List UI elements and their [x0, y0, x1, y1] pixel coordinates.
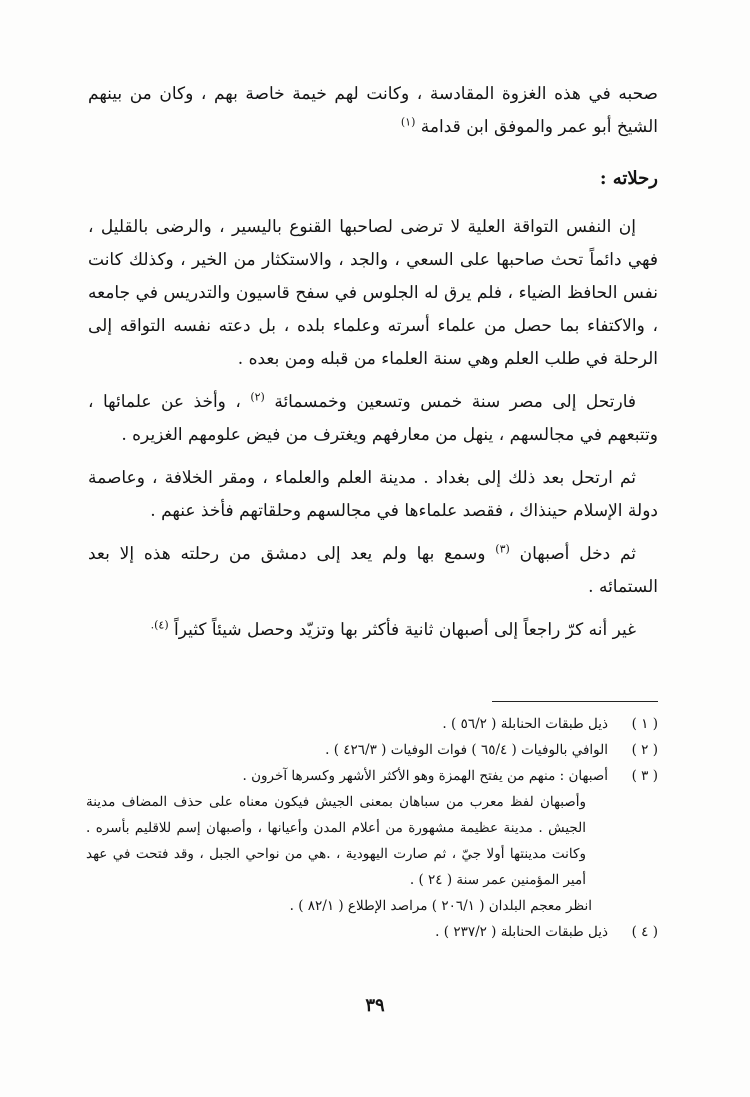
paragraph-2-text-b: ، وأخذ عن علمائها ، وتتبعهم في مجالسهم ، ينهل من معارفهم ويغترف من فيض علومهم الغزيره . — [88, 392, 658, 445]
footnote-1-number: ( ١ ) — [631, 716, 658, 732]
paragraph-5 — [88, 614, 658, 647]
footnote-2-number: ( ٢ ) — [631, 742, 658, 758]
paragraph-2-text-a: فارتحل إلى مصر سنة خمس وتسعين وخمسمائة — [274, 392, 637, 412]
footnote-4-text: ذيل طبقات الحنابلة ( ٢٣٧/٢ ) . — [435, 924, 608, 940]
footnote-2 — [86, 737, 658, 763]
footnote-ref-4[interactable]: (٤). — [150, 618, 169, 632]
footnotes — [86, 711, 658, 945]
section-heading: رحلاته : — [599, 168, 658, 189]
footnote-ref-2[interactable]: (٢) — [250, 390, 265, 404]
footnote-4 — [86, 919, 658, 945]
paragraph-4-text-b: وسمع بها ولم يعد إلى دمشق من رحلته هذه إلا بعد الستمائه . — [88, 544, 658, 597]
footnote-3-body — [86, 763, 608, 919]
paragraph-1: إن النفس التواقة العلية لا ترضى لصاحبها القنوع باليسير ، والرضى بالقليل ، فهي دائماً تحث صاحبها على السعي ، والجد ، والاستكثار من الخير ، وكذلك كانت نفس الحافظ الضياء ، فلم يرق له الجلوس في سفح قاسيون والتدريس في جامعه ، والاكتفاء بما حصل من علماء أسرته وعلماء بلده ، بل دعته نفسه التواقه إلى الرحلة في طلب العلم وهي سنة العلماء من قبله ومن بعده . — [88, 217, 658, 369]
footnote-3 — [86, 763, 658, 919]
paragraph-4 — [88, 538, 658, 604]
paragraph-4-text-a: ثم دخل أصبهان — [519, 544, 637, 564]
footnote-4-number: ( ٤ ) — [631, 924, 658, 940]
footnote-ref-3[interactable]: (٣) — [495, 542, 510, 556]
paragraph-2 — [88, 386, 658, 452]
main-text — [88, 78, 658, 657]
footnote-3-line-3: انظر معجم البلدان ( ٢٠٦/١ ) مراصد الإطلاع ( ٨٢/١ ) . — [289, 898, 592, 914]
paragraph-5-text: غير أنه كرّ راجعاً إلى أصبهان ثانية فأكثر بها وتزيّد وحصل شيئاً كثيراً — [174, 620, 636, 640]
footnote-3-line-2: وأصبهان لفظ معرب من سباهان بمعنى الجيش فيكون معناه على حذف المضاف مدينة الجيش . مدينة عظيمة مشهورة من أعلام المدن وأعيانها ، وأصبهان إسم للاقليم بأسره . وكانت مدينتها أولا جيّ ، ثم صارت اليهودية ، .هي من نواحي الجبل ، وقد فتحت في عهد أمير المؤمنين عمر سنة ( ٢٤ ) . — [86, 794, 586, 888]
page-number: ٣٩ — [365, 995, 385, 1016]
footnote-1-text: ذيل طبقات الحنابلة ( ٥٦/٢ ) . — [442, 716, 608, 732]
footnote-divider — [492, 701, 658, 702]
footnote-ref-1[interactable]: (١) — [400, 115, 416, 129]
footnote-1 — [86, 711, 658, 737]
paragraph-intro-text: صحبه في هذه الغزوة المقادسة ، وكانت لهم خيمة خاصة بهم ، وكان من بينهم الشيخ أبو عمر والموفق ابن قدامة — [88, 84, 658, 137]
footnote-3-number: ( ٣ ) — [631, 768, 658, 784]
paragraph-3: ثم ارتحل بعد ذلك إلى بغداد . مدينة العلم والعلماء ، ومقر الخلافة ، وعاصمة دولة الإسلام حينذاك ، فقصد علماءها في مجالسهم وحلقاتهم فأخذ عنهم . — [88, 468, 658, 521]
footnote-2-text: الوافي بالوفيات ( ٦٥/٤ ) فوات الوفيات ( ٤٢٦/٣ ) . — [325, 742, 608, 758]
paragraph-intro — [88, 78, 658, 144]
footnote-3-line-1: أصبهان : منهم من يفتح الهمزة وهو الأكثر الأشهر وكسرها آخرون . — [242, 768, 608, 784]
